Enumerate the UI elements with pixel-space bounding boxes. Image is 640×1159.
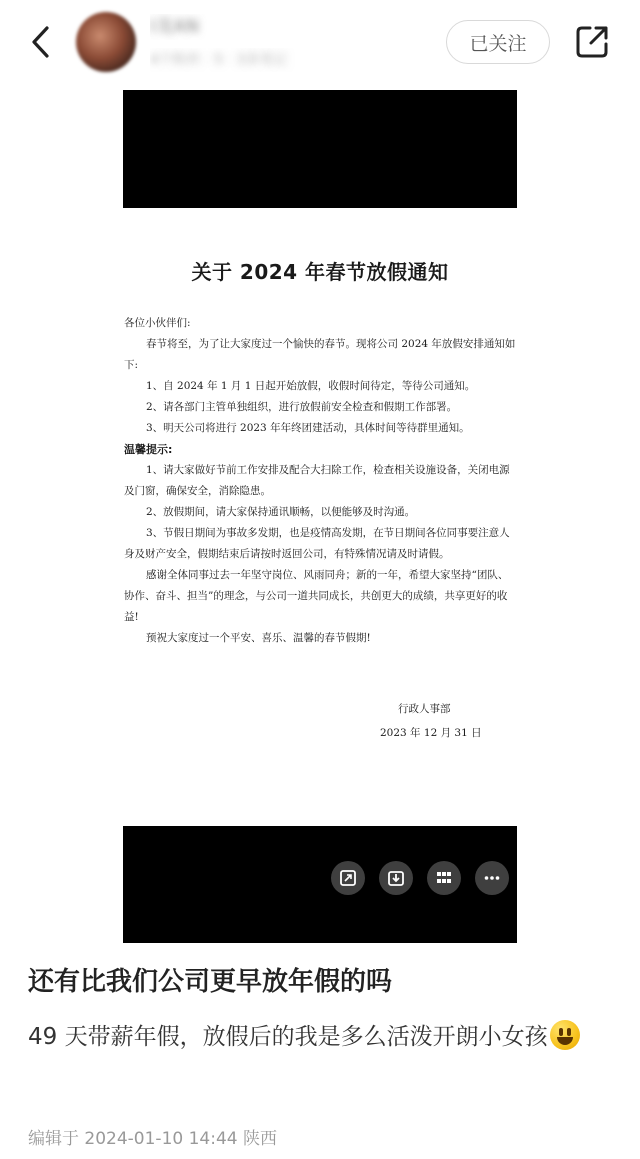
back-button[interactable] <box>24 22 56 62</box>
post-image[interactable] <box>0 86 640 956</box>
notice-item-3: 3、明天公司将进行 2023 年年终团建活动，具体时间等待群里通知。 <box>146 422 470 434</box>
post-meta: 编辑于 2024-01-10 14:44 陕西 <box>28 1129 277 1149</box>
chevron-left-icon <box>30 25 50 59</box>
post-title: 还有比我们公司更早放年假的吗 <box>28 967 393 997</box>
more-icon <box>483 869 501 887</box>
notice-document <box>124 256 516 649</box>
grid-button[interactable] <box>427 861 461 895</box>
post-header <box>0 0 640 86</box>
download-button[interactable] <box>379 861 413 895</box>
notice-title: 关于 2024 年春节放假通知 <box>191 260 449 284</box>
scan-icon <box>339 869 357 887</box>
share-button[interactable] <box>574 24 610 60</box>
tip-3: 3、节假日期间为事故多发期，也是疫情高发期，在节日期间各位同事要注意人身及财产安全，假期结束后请按时返回公司，有特殊情况请及时请假。 <box>124 527 510 560</box>
notice-intro: 春节将至，为了让大家度过一个愉快的春节。现将公司 2024 年放假安排通知如下: <box>124 338 516 371</box>
notice-signature <box>380 697 500 745</box>
more-button[interactable] <box>475 861 509 895</box>
image-action-bar <box>331 861 509 895</box>
grid-icon <box>435 869 453 887</box>
post-body <box>28 1016 618 1058</box>
follow-button[interactable]: 已关注 <box>446 20 550 64</box>
wishes-paragraph: 预祝大家度过一个平安、喜乐、温馨的春节假期! <box>146 632 371 644</box>
download-icon <box>387 869 405 887</box>
user-name[interactable]: I龙AN <box>150 16 200 37</box>
tip-2: 2、放假期间，请大家保持通讯顺畅，以便能够及时沟通。 <box>146 506 416 518</box>
avatar[interactable] <box>76 12 136 72</box>
share-icon <box>574 24 610 60</box>
notice-item-1: 1、自 2024 年 1 月 1 日起开始放假，收假时间待定，等待公司通知。 <box>146 380 476 392</box>
notice-greeting: 各位小伙伴们: <box>124 317 191 329</box>
user-meta: 4个粉丝 · 5 · 3条笔记 <box>150 52 288 68</box>
signature-date: 2023 年 12 月 31 日 <box>380 727 482 739</box>
post-body-text: 49 天带薪年假，放假后的我是多么活泼开朗小女孩 <box>28 1024 548 1050</box>
tips-heading: 温馨提示: <box>124 443 173 456</box>
signature-dept: 行政人事部 <box>398 703 451 715</box>
redaction-bar-top <box>123 90 517 208</box>
thanks-paragraph: 感谢全体同事过去一年坚守岗位、风雨同舟；新的一年，希望大家坚持“团队、协作、奋斗、担当”的理念，与公司一道共同成长，共创更大的成绩，共享更好的收益! <box>124 569 509 623</box>
tip-1: 1、请大家做好节前工作安排及配合大扫除工作，检查相关设施设备，关闭电源及门窗，确保安全，消除隐患。 <box>124 464 510 497</box>
notice-item-2: 2、请各部门主管单独组织，进行放假前安全检查和假期工作部署。 <box>146 401 458 413</box>
scan-button[interactable] <box>331 861 365 895</box>
smile-emoji-icon <box>550 1020 580 1050</box>
